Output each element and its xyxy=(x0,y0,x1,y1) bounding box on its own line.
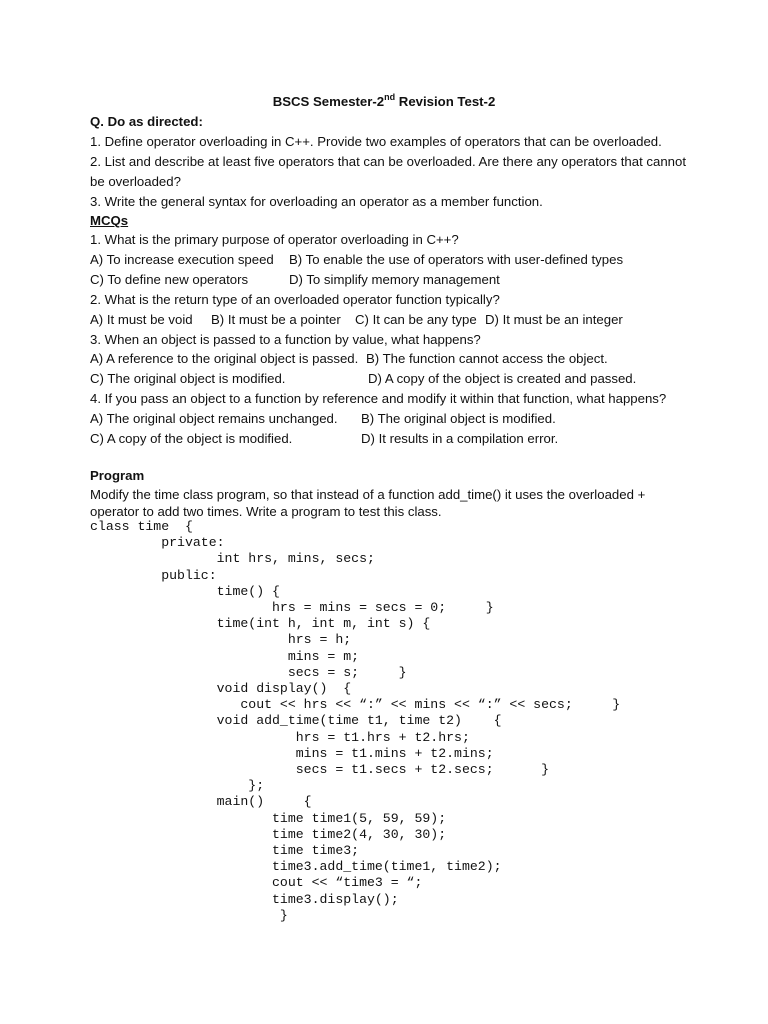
mcq-heading: MCQs xyxy=(90,213,129,228)
code-line: hrs = h; xyxy=(90,632,352,648)
code-line: public: xyxy=(90,567,217,583)
mcq-1-option-b: B) To enable the use of operators with user-defined types xyxy=(289,252,624,267)
mcq-3-option-c: C) The original object is modified. xyxy=(90,371,286,386)
mcq-3-option-b: B) The function cannot access the object. xyxy=(366,351,608,366)
program-description-2: operator to add two times. Write a program to test this class. xyxy=(90,504,442,519)
code-line: time time3; xyxy=(90,843,360,858)
question-3: 3. Write the general syntax for overloading an operator as a member function. xyxy=(90,194,543,209)
code-line: private: xyxy=(90,535,225,551)
code-line: hrs = mins = secs = 0; } xyxy=(90,600,494,615)
code-line: cout << hrs << “:” << mins << “:” << secs; } xyxy=(90,697,621,713)
code-line: time time1(5, 59, 59); xyxy=(90,810,447,826)
question-1: 1. Define operator overloading in C++. Provide two examples of operators that can be overloaded. xyxy=(90,134,662,149)
code-line: cout << “time3 = “; xyxy=(90,875,423,891)
page-title xyxy=(0,93,768,111)
code-line: secs = s; } xyxy=(90,664,407,680)
mcq-2-option-b: B) It must be a pointer xyxy=(211,312,341,327)
code-line: } xyxy=(90,907,288,923)
mcq-4-option-a: A) The original object remains unchanged. xyxy=(90,411,338,426)
mcq-3-option-a: A) A reference to the original object is passed. xyxy=(90,351,359,366)
mcq-2-option-c: C) It can be any type xyxy=(355,312,477,327)
mcq-1-question: 1. What is the primary purpose of operator overloading in C++? xyxy=(90,232,459,247)
mcq-1-option-a: A) To increase execution speed xyxy=(90,252,274,267)
code-line: time(int h, int m, int s) { xyxy=(90,616,431,632)
code-line: time3.add_time(time1, time2); xyxy=(90,859,502,875)
code-line: time time2(4, 30, 30); xyxy=(90,826,447,842)
code-line: mins = m; xyxy=(90,648,360,664)
mcq-4-option-c: C) A copy of the object is modified. xyxy=(90,431,293,446)
code-line: main() { xyxy=(90,794,312,810)
code-line: void display() { xyxy=(90,681,352,696)
title-rest: Revision Test-2 xyxy=(395,94,496,109)
code-line: mins = t1.mins + t2.mins; xyxy=(90,745,494,761)
code-line: secs = t1.secs + t2.secs; } xyxy=(90,762,549,777)
mcq-4-option-b: B) The original object is modified. xyxy=(361,411,556,426)
mcq-3-option-d: D) A copy of the object is created and passed. xyxy=(368,371,637,386)
mcq-1-option-d: D) To simplify memory management xyxy=(289,272,500,287)
title-superscript: nd xyxy=(384,92,396,102)
mcq-2-question: 2. What is the return type of an overloaded operator function typically? xyxy=(90,292,500,307)
mcq-1-option-c: C) To define new operators xyxy=(90,272,249,287)
program-description-1: Modify the time class program, so that instead of a function add_time() it uses the overloaded + xyxy=(90,487,646,502)
mcq-2-option-d: D) It must be an integer xyxy=(485,312,623,327)
mcq-2-option-a: A) It must be void xyxy=(90,312,193,327)
mcq-4-option-d: D) It results in a compilation error. xyxy=(361,431,559,446)
code-line: void add_time(time t1, time t2) { xyxy=(90,713,502,729)
title-main: BSCS Semester-2 xyxy=(272,94,385,109)
mcq-3-question: 3. When an object is passed to a function by value, what happens? xyxy=(90,332,481,347)
question-2-cont: be overloaded? xyxy=(90,174,181,189)
section-heading: Q. Do as directed: xyxy=(90,114,203,129)
question-2: 2. List and describe at least five operators that can be overloaded. Are there any operators that cannot xyxy=(90,154,687,169)
code-line: hrs = t1.hrs + t2.hrs; xyxy=(90,729,470,745)
program-heading: Program xyxy=(90,468,145,483)
code-line: time() { xyxy=(90,583,280,599)
code-line: time3.display(); xyxy=(90,891,399,907)
code-line: class time { xyxy=(90,519,193,534)
mcq-4-question: 4. If you pass an object to a function by reference and modify it within that function, what happens? xyxy=(90,391,667,406)
code-line: int hrs, mins, secs; xyxy=(90,551,375,567)
code-line: }; xyxy=(90,778,265,794)
